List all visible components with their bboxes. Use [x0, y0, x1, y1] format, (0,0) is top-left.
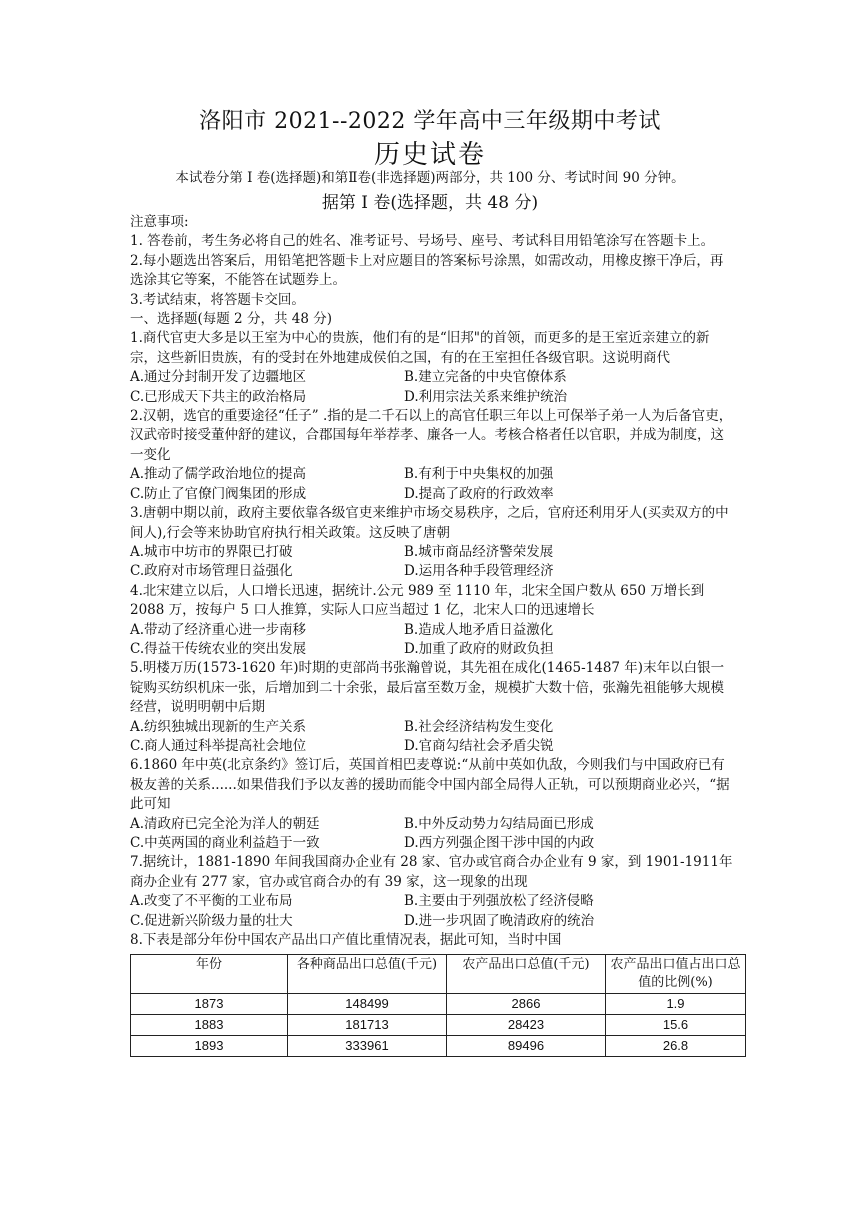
table-cell: 28423 — [447, 1015, 606, 1036]
exam-subject: 历史试卷 — [373, 140, 486, 170]
option-b: B.城市商品经济警荣发展 — [404, 543, 554, 560]
question-stem: 1.商代官吏大多是以王室为中心的贵族，他们有的是“旧邦"的首领，而更多的是王室近亲建立的新宗，这些新旧贵族，有的受封在外地建成侯伯之国，有的在王室担任各级官职。这说明商代 — [130, 330, 710, 366]
option-b: B.有利于中央集权的加强 — [404, 466, 554, 483]
table-cell: 181713 — [288, 1015, 447, 1036]
question-stem: 2.汉朝，选官的重要途径“任子” .指的是二千石以上的高官任职三年以上可保举子弟一人为后备官吏，汉武帝时接受董仲舒的建议，合郡国每年举荐孝、廉各一人。考核合格者任以官职，并成为制度，这一变化 — [130, 408, 733, 463]
option-c: C.政府对市场管理日益强化 — [130, 563, 293, 580]
table-cell: 26.8 — [606, 1036, 746, 1057]
table-row — [131, 994, 746, 1015]
question-1 — [130, 329, 734, 407]
question-stem: 7.据统计，1881-1890 年间我国商办企业有 28 家、官办或官商合办企业有 9 家，到 1901-1911年商办企业有 277 家，官办或官商合办的有 39 家，这一现象的出现 — [130, 854, 733, 890]
table-cell: 89496 — [447, 1036, 606, 1057]
table-cell: 1.9 — [606, 994, 746, 1015]
column-header: 农产品出口总值(千元) — [447, 955, 606, 994]
option-d: D.官商勾结社会矛盾尖锐 — [404, 737, 554, 754]
table-header-row — [131, 955, 746, 994]
question-5 — [130, 659, 734, 756]
exam-title: 洛阳市 2021--2022 学年高中三年级期中考试 — [199, 109, 661, 134]
table-cell: 2866 — [447, 994, 606, 1015]
table-cell: 1883 — [131, 1015, 288, 1036]
option-a: A.清政府已完全沦为洋人的朝廷 — [130, 815, 320, 832]
option-a: A.推动了儒学政治地位的提高 — [130, 466, 307, 483]
note-item: 1. 答卷前，考生务必将自己的姓名、准考证号、号场号、座号、考试科目用铅笔涂写在答题卡上。 — [130, 233, 715, 250]
question-stem: 4.北宋建立以后，人口增长迅速，据统计.公元 989 至 1110 年，北宋全国户数从 650 万增长到 2088 万，按每户 5 口人推算，实际人口应当超过 1 亿，北宋人口的迅速增长 — [130, 582, 705, 619]
table-cell: 148499 — [288, 994, 447, 1015]
question-4 — [130, 582, 734, 660]
question-8 — [130, 931, 741, 1057]
column-header: 各种商品出口总值(千元) — [288, 955, 447, 994]
column-header: 年份 — [131, 955, 288, 994]
option-d: D.提高了政府的行政效率 — [404, 485, 554, 502]
table-row — [131, 1036, 746, 1057]
option-b: B.造成人地矛盾日益激化 — [404, 621, 554, 638]
question-stem: 6.1860 年中英(北京条约》签订后，英国首相巴麦尊说:“从前中英如仇敌，今则我们与中国政府已有极友善的关系......如果借我们予以友善的援助而能令中国内部全局得人正轨，可以预期商业必兴，“据此可知 — [130, 757, 730, 813]
column-header: 农产品出口值占出口总值的比例(%) — [606, 955, 746, 994]
option-c: C.得益干传统农业的突出发展 — [130, 640, 307, 657]
option-c: C.防止了官僚门阀集团的形成 — [130, 485, 307, 502]
option-d: D.加重了政府的财政负担 — [404, 640, 554, 657]
table-cell: 15.6 — [606, 1015, 746, 1036]
option-d: D.运用各种手段管理经济 — [404, 563, 554, 580]
notes-heading: 注意事项: — [130, 214, 189, 230]
option-c: C.中英两国的商业利益趋于一致 — [130, 835, 320, 851]
option-a: A.带动了经济重心进一步南移 — [130, 621, 307, 638]
option-c: C.已形成天下共主的政治格局 — [130, 388, 307, 405]
question-stem: 3.唐朝中期以前，政府主要依靠各级官吏来维护市场交易秩序，之后，官府还利用牙人(买卖双方的中间人),行会等来协助官府执行相关政策。这反映了唐朝 — [130, 505, 729, 541]
table-row — [131, 1015, 746, 1036]
exam-body — [130, 213, 741, 1057]
option-d: D.利用宗法关系来维护统治 — [404, 388, 568, 405]
question-3 — [130, 504, 734, 582]
option-c: C.商人通过科举提高社会地位 — [130, 737, 307, 754]
option-a: A.城市中坊市的界限已打破 — [130, 543, 293, 560]
table-cell: 1873 — [131, 994, 288, 1015]
exam-intro: 本试卷分第 I 卷(选择题)和第Ⅱ卷(非选择题)两部分，共 100 分、考试时间 90 分钟。 — [175, 170, 685, 186]
question-stem: 5.明楼万历(1573-1620 年)时期的吏部尚书张瀚曾说，其先祖在成化(1465-1487 年)末年以白银一锭购买纺织机床一张，后增加到二十余张，最后富至数万金，规模扩大数十倍，张瀚先祖能够大规模经营，说明明朝中后期 — [130, 660, 725, 716]
section-heading: 一、选择题(每题 2 分，共 48 分) — [130, 311, 332, 328]
question-stem: 8.下表是部分年份中国农产品出口产值比重情况表，据此可知，当时中国 — [130, 932, 562, 949]
option-b: B.社会经济结构发生变化 — [404, 718, 554, 735]
option-a: A.纺织独城出现新的生产关系 — [130, 718, 307, 735]
question-6 — [130, 756, 734, 853]
question-7 — [130, 853, 734, 931]
part-heading: 据第 I 卷(选择题，共 48 分) — [321, 193, 539, 213]
option-d: D.进一步巩固了晚清政府的统治 — [404, 912, 595, 929]
table-cell: 333961 — [288, 1036, 447, 1057]
export-table — [130, 954, 746, 1057]
table-cell: 1893 — [131, 1036, 288, 1057]
note-item: 3.考试结束，将答题卡交回。 — [130, 291, 305, 308]
option-a: A.通过分封制开发了边疆地区 — [130, 369, 307, 386]
option-b: B.建立完备的中央官僚体系 — [404, 369, 567, 386]
option-b: B.主要由于列强放松了经济侵略 — [404, 893, 594, 910]
option-a: A.改变了不平衡的工业布局 — [130, 893, 293, 910]
option-c: C.促进新兴阶级力量的壮大 — [130, 912, 293, 929]
note-item: 2.每小题选出答案后，用铅笔把答题卡上对应题目的答案标号涂黑，如需改动，用橡皮擦干净后，再选涂其它等案，不能答在试题券上。 — [130, 252, 724, 289]
option-b: B.中外反动势力勾结局面已形成 — [404, 815, 594, 832]
question-2 — [130, 407, 734, 504]
option-d: D.西方列强企图干涉中国的内政 — [404, 835, 595, 851]
